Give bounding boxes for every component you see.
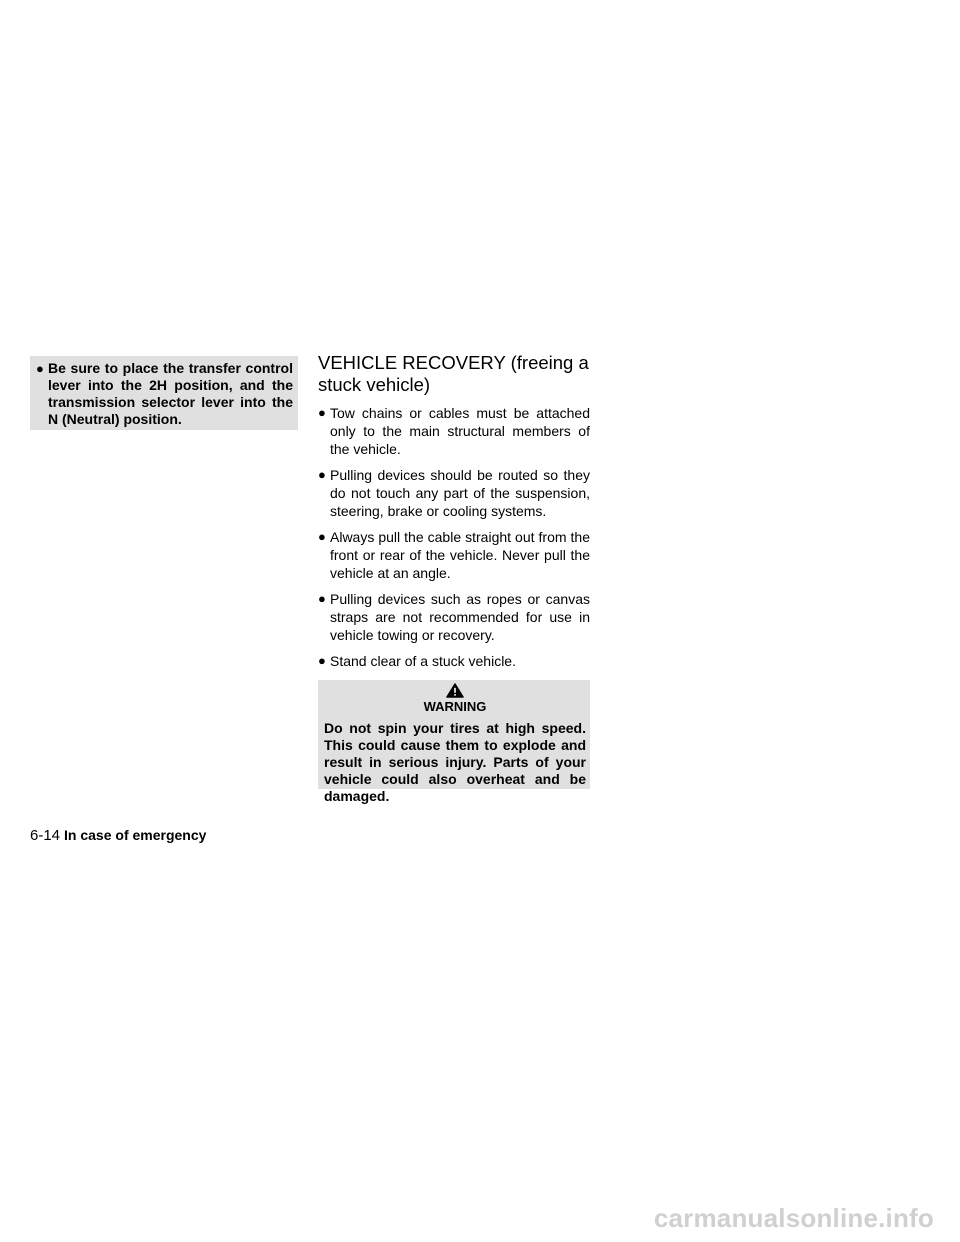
warning-header <box>324 683 586 715</box>
list-item <box>318 590 590 644</box>
bullet-icon: ● <box>318 467 326 482</box>
list-item <box>318 652 590 670</box>
bullet-icon: ● <box>318 591 326 606</box>
warning-label: WARNING <box>423 699 487 714</box>
list-item-text: Pulling devices such as ropes or canvas straps are not recommended for use in vehicle towing or recovery. <box>330 591 590 643</box>
chapter-title: In case of emergency <box>64 827 207 843</box>
list-item-text: Stand clear of a stuck vehicle. <box>330 653 516 669</box>
page-number: 6-14 <box>30 827 61 844</box>
list-item <box>318 466 590 520</box>
list-item-text: Pulling devices should be routed so they do not touch any part of the suspension, steering, brake or cooling systems. <box>330 467 590 519</box>
bullet-icon: ● <box>318 405 326 420</box>
watermark: carmanualsonline.info <box>653 1203 934 1233</box>
left-note-box <box>30 356 298 430</box>
list-item-text: Tow chains or cables must be attached only to the main structural members of the vehicle. <box>330 405 590 457</box>
bullet-icon: ● <box>318 529 326 544</box>
bullet-icon: ● <box>36 361 44 376</box>
warning-box <box>318 680 590 804</box>
page-footer <box>30 826 206 845</box>
bullet-icon: ● <box>318 653 326 668</box>
left-note-item <box>36 360 293 428</box>
list-item <box>318 404 590 458</box>
section-heading: VEHICLE RECOVERY (freeing a stuck vehicle) <box>318 352 589 395</box>
warning-text: Do not spin your tires at high speed. This could cause them to explode and result in serious injury. Parts of your vehicle could also overheat and be damaged. <box>324 720 586 804</box>
warning-triangle-icon <box>446 683 464 698</box>
list-item-text: Always pull the cable straight out from the front or rear of the vehicle. Never pull the vehicle at an angle. <box>330 529 590 581</box>
list-item <box>318 528 590 582</box>
left-note-text: Be sure to place the transfer control lever into the 2H position, and the transmission selector lever into the N (Neutral) position. <box>48 360 293 427</box>
vehicle-recovery-section <box>318 352 590 804</box>
